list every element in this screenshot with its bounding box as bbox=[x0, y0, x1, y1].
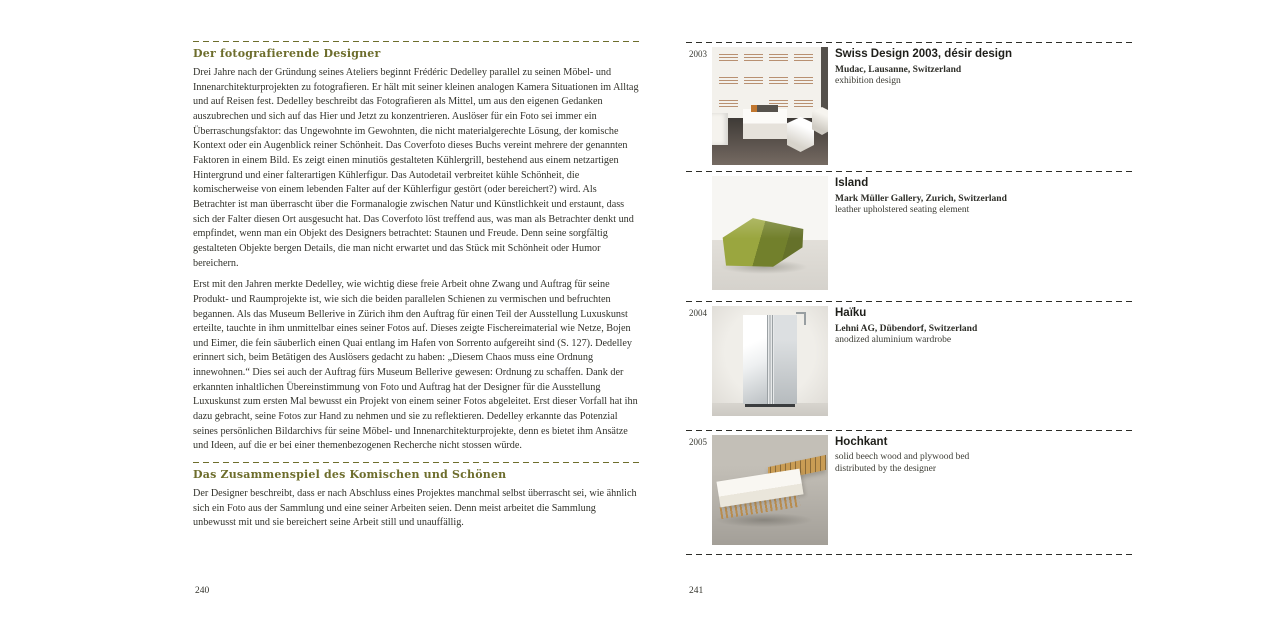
wall-hook bbox=[796, 312, 806, 325]
project-detail: distributed by the designer bbox=[835, 463, 937, 474]
body-paragraph-1: Drei Jahre nach der Gründung seines Ateliers beginnt Frédéric Dedelley parallel zu seinen Möbel- und Innenarchitekturprojekten zu fotografieren. Er hält mit seiner kleinen analogen Kamera Situationen im Alltag und auf Reisen fest. Dedelley beschreibt das Fotografieren als Mittel, um aus den eigenen Gedanken auszubrechen und sich auf das Hier und Jetzt zu konzentrieren. Auslöser für ein Foto sei immer ein Überraschungsfaktor: das Ungewohnte im Gewohnten, die nicht materialgerechte Lösung, der komische Kontext oder ein Augenblick reiner Schönheit. Das Coverfoto dieses Buchs vereint mehrere der genannten Faktoren in einem Bild. Es zeigt einen minutiös gestalteten Kühlergrill, bestehend aus einem netzartigen Hintergrund und einer falterartigen Kühlerfigur. Das Autodetail verbreitet kühle Schönheit, die komischerweise von einem lebenden Falter auf der Kühlerfigur gestört (oder bereichert?) wird. Als Betrachter ist man überrascht über die Formanalogie zwischen Natur und Künstlichkeit und erstaunt, dass sich der Falter diesen Ort ausgesucht hat. Das Coverfoto löst treffend aus, was man als Betrachter denkt und empfindet, wenn man ein Objekt des Designers betrachtet: Staunen und Freude. Denn seine sorgfältig gestalteten Objekte bergen Details, die man nicht erwartet und das Stück mit Schönheit oder Humor bereichern. bbox=[193, 67, 639, 269]
project-detail: solid beech wood and plywood bed bbox=[835, 452, 970, 462]
project-photo-island bbox=[712, 176, 828, 290]
project-detail: anodized aluminium wardrobe bbox=[835, 335, 952, 345]
project-title: Haïku bbox=[835, 307, 867, 319]
timeline-year: 2003 bbox=[689, 49, 707, 59]
project-caption bbox=[835, 306, 1125, 347]
left-page-content bbox=[193, 0, 639, 531]
faceted-stool bbox=[787, 117, 814, 152]
wardrobe bbox=[743, 315, 797, 404]
section-heading-zusammenspiel: Das Zusammenspiel des Komischen und Schönen bbox=[193, 468, 507, 482]
wall-text-labels bbox=[719, 54, 813, 112]
wardrobe-left-panel bbox=[743, 315, 767, 404]
timeline-entry bbox=[686, 430, 1134, 554]
faceted-stool bbox=[812, 107, 828, 135]
white-cube bbox=[712, 113, 728, 145]
body-paragraph-3: Der Designer beschreibt, dass er nach Abschluss eines Projektes manchmal selbst überrascht sei, wie ähnlich sich ein Foto aus der Sammlung und eine seiner Arbeiten seien. Denn meist arbeitet die Sammlung unbewusst mit und sie bereichert seine Arbeit still und unauffällig. bbox=[193, 488, 637, 529]
project-caption bbox=[835, 435, 1125, 475]
exhibition-room-image bbox=[712, 47, 828, 165]
section-heading-photographing-designer: Der fotografierende Designer bbox=[193, 47, 381, 60]
bottom-divider-rule bbox=[686, 554, 1134, 555]
timeline-entry bbox=[686, 301, 1134, 430]
timeline-year: 2004 bbox=[689, 308, 707, 318]
wardrobe-ridges bbox=[767, 315, 774, 404]
magazine-accent bbox=[751, 105, 757, 112]
entry-divider-rule bbox=[686, 42, 1134, 43]
timeline-entry bbox=[686, 171, 1134, 301]
project-photo-haiku bbox=[712, 306, 828, 416]
entry-divider-rule bbox=[686, 301, 1134, 302]
project-title: Island bbox=[835, 177, 869, 189]
page-number-left: 240 bbox=[195, 586, 210, 596]
section-divider-rule bbox=[193, 41, 639, 42]
project-photo-swiss-design bbox=[712, 47, 828, 165]
project-venue: Mudac, Lausanne, Switzerland bbox=[835, 65, 962, 75]
wardrobe-right-panel bbox=[774, 315, 797, 404]
project-caption bbox=[835, 47, 1125, 88]
wardrobe-base bbox=[745, 404, 795, 407]
project-venue: Lehni AG, Dübendorf, Switzerland bbox=[835, 324, 978, 334]
wooden-bed-image bbox=[712, 435, 828, 545]
entry-divider-rule bbox=[686, 430, 1134, 431]
timeline-entry bbox=[686, 42, 1134, 171]
timeline-year: 2005 bbox=[689, 437, 707, 447]
page-number-right: 241 bbox=[689, 586, 704, 596]
right-page-timeline bbox=[686, 0, 1134, 640]
project-venue: Mark Müller Gallery, Zurich, Switzerland bbox=[835, 194, 1007, 204]
body-paragraph-2: Erst mit den Jahren merkte Dedelley, wie wichtig diese freie Arbeit ohne Zwang und Auftrag für seine Produkt- und Raumprojekte ist, wie sich die beiden parallelen Schienen zu vermischen und befruchten begannen. Als das Museum Bellerive in Zürich ihm den Auftrag für einen Teil der Ausstellung Luxuskunst erteilte, tauchte in ihm unmittelbar eines seiner Fotos auf. Dieses zeigte Fischereimaterial wie Netze, Bojen und Eimer, die fein säuberlich einen Quai entlang im Hafen von Sorrento aufgereiht sind (S. 127). Dedelley erinnert sich, beim Betätigen des Auslösers gedacht zu haben: „Diesem Chaos muss eine Ordnung innewohnen.“ Dies sei auch der Auftrag fürs Museum Bellerive gewesen: Ordnung zu schaffen. Dank der erkannten inhaltlichen Übereinstimmung von Foto und Auftrag hat der Designer für die Ausstellung Luxuskunst zum ersten Mal bewusst ein Projekt von einem seiner Fotos abgeleitet. Erst dieser Vorfall hat ihn dazu gebracht, seine Fotos zur Hand zu nehmen und sie zu reflektieren. Dedelley erkannte das Potenzial seines persönlichen Bildarchivs für seine Möbel- und Innenarchitekturprojekte, denn es bietet ihm Ansätze und Ideen, auf die er bei einer themenbezogenen Recherche nicht stossen würde. bbox=[193, 279, 638, 452]
project-detail: exhibition design bbox=[835, 76, 901, 86]
project-detail: leather upholstered seating element bbox=[835, 205, 970, 215]
project-caption bbox=[835, 176, 1125, 217]
project-photo-hochkant bbox=[712, 435, 828, 545]
project-title: Swiss Design 2003, désir design bbox=[835, 48, 1013, 60]
project-title: Hochkant bbox=[835, 436, 888, 448]
aluminium-wardrobe-image bbox=[712, 306, 828, 416]
green-pouf-image bbox=[712, 176, 828, 290]
section-divider-rule bbox=[193, 462, 639, 463]
left-page bbox=[193, 0, 639, 640]
entry-divider-rule bbox=[686, 171, 1134, 172]
white-table bbox=[743, 109, 787, 139]
